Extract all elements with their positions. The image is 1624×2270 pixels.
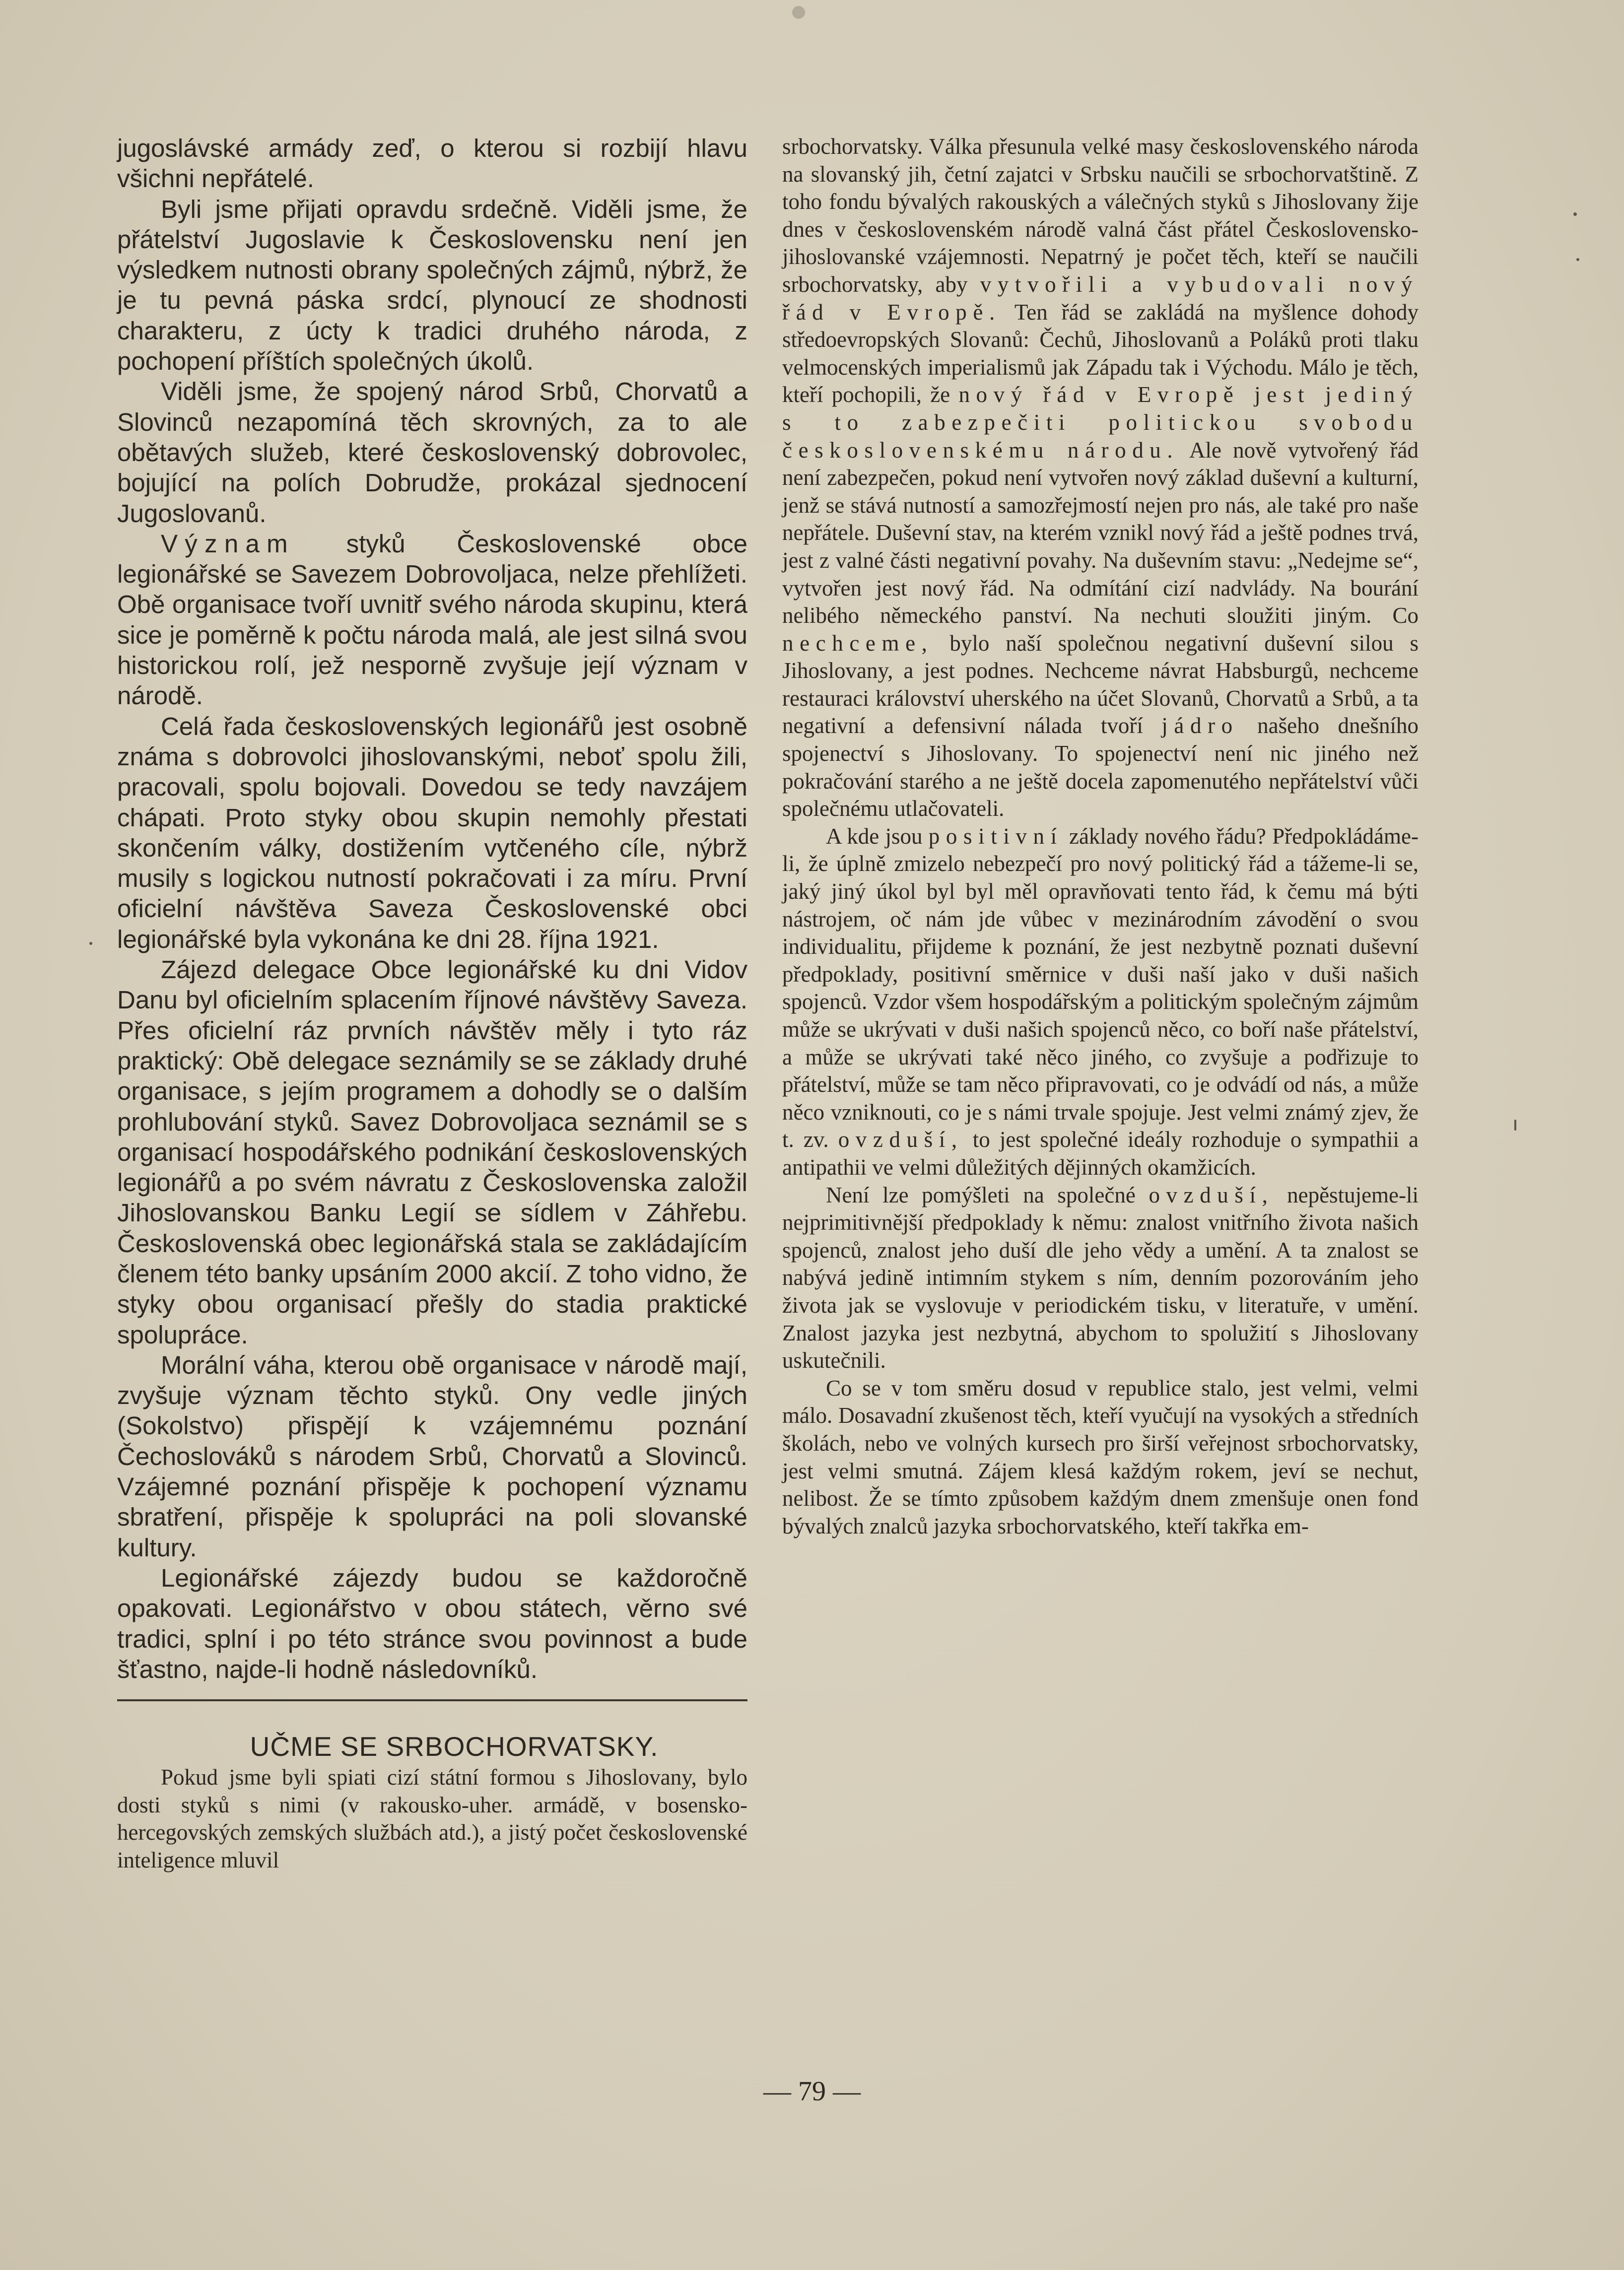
spaced-emphasis: ovzduší,	[838, 1127, 963, 1152]
paragraph-text: to jest společné ideály rozhoduje o sympathii a antipathii ve velmi důležitých dějinných okamžicích.	[782, 1127, 1419, 1180]
paragraph	[117, 529, 747, 711]
paragraph: Pokud jsme byli spiati cizí státní formou s Jihoslovany, bylo dosti styků s nimi (v rakousko-uher. armádě, v bosensko-hercegovských zemských službách atd.), a jistý počet československé inteligence mluvil	[117, 1765, 747, 1872]
spaced-emphasis: nechceme,	[782, 630, 934, 656]
section-heading: UČME SE SRBOCHORVATSKY.	[250, 1731, 659, 1762]
paragraph: Morální váha, kterou obě organisace v národě mají, zvyšuje význam těchto styků. Ony vedle jiných (Sokolstvo) přispějí k vzájemnému poznání Čechoslováků s národem Srbů, Chorvatů a Slovinců. Vzájemné poznání přispěje k pochopení významu sbratření, přispěje k spolupráci na poli slovanské kultury.	[117, 1350, 747, 1562]
scan-speck	[1576, 258, 1579, 261]
spaced-emphasis: vytvořili a vybudovali nový řád v Evropě.	[782, 271, 1419, 325]
paragraph: Viděli jsme, že spojený národ Srbů, Chorvatů a Slovinců nezapomíná těch skrovných, za to ale obětavých služeb, které československý dobrovolec, bojující na polích Dobrudže, prokázal sjednocení Jugoslovanů.	[117, 377, 747, 528]
spaced-emphasis: nový řád v Evropě jest jediný s to zabezpečiti politickou svobodu československému národu.	[782, 382, 1419, 463]
paragraph: Celá řada československých legionářů jest osobně známa s dobrovolci jihoslovanskými, neboť spolu žili, pracovali, spolu bojovali. Dovedou se tedy navzájem chápati. Proto styky obou skupin nemohly přestati skončením války, dostižením vytčeného cíle, nýbrž musily s logickou nutností pokračovati i za míru. První oficielní návštěva Saveza Československé obci legionářské byla vykonána ke dni 28. října 1921.	[117, 712, 747, 953]
page-number: — 79 —	[763, 2076, 861, 2107]
paragraph: jugoslávské armády zeď, o kterou si rozbijí hlavu všichni nepřátelé.	[117, 134, 747, 193]
spaced-emphasis: ovzduší,	[1149, 1182, 1274, 1207]
binding-mark	[792, 6, 805, 19]
paragraph-text: bylo naší společnou negativní duševní silou s Jihoslovany, a jest podnes. Nechceme návrat Habsburgů, nechceme restauraci království uherského na účet Slovanů, Chorvatů a Srbů, a ta negativní a defensivní nálada tvoří	[782, 630, 1419, 738]
scan-speck	[89, 942, 92, 945]
paragraph	[782, 1182, 1419, 1375]
paragraph-text: A kde jsou	[826, 823, 923, 849]
right-column	[782, 133, 1419, 1540]
spaced-emphasis: positivní	[928, 823, 1063, 849]
paragraph: Co se v tom směru dosud v republice stalo, jest velmi, velmi málo. Dosavadní zkušenost těch, kteří vyučují na vysokých a středních školách, nebo ve volných kursech pro širší veřejnost srbochorvatsky, jest velmi smutná. Zájem klesá každým rokem, jeví se nechut, nelibost. Že se tímto způsobem každým dnem zmenšuje onen fond bývalých znalců jazyka srbochorvatského, kteří takřka em-	[782, 1375, 1419, 1538]
scan-speck	[1514, 1120, 1516, 1131]
spaced-emphasis: Význam	[161, 529, 295, 558]
paragraph-text: našeho dnešního spojenectví s Jihoslovany. To spojenectví není nic jiného než pokračování starého a ne ještě docela zapomenutého nepřátelství vůči společnému utlačovateli.	[782, 713, 1419, 821]
spaced-emphasis: jádro	[1161, 713, 1239, 738]
section-divider	[117, 1699, 747, 1701]
paragraph-text: styků Československé obce legionářské se Savezem Dobrovoljaca, nelze přehlížeti. Obě organisace tvoří uvnitř svého národa skupinu, která sice je poměrně k počtu národa malá, ale jest silná svou historickou rolí, jež nesporně zvyšuje její význam v národě.	[117, 529, 747, 710]
paragraph	[782, 823, 1419, 1182]
paragraph-text: Ten řád se zakládá na myšlence dohody středoevropských Slovanů: Čechů, Jihoslovanů a Poláků proti tlaku velmocenských imperialismů jak Západu tak i Východu. Málo je těch, kteří pochopili, že	[782, 299, 1419, 407]
paragraph-text: základy nového řádu? Předpokládáme-li, že úplně zmizelo nebezpečí pro nový politický řád a tážeme-li se, jaký jiný úkol byl byl měl opravňovati tento řád, k čemu má býti nástrojem, oč nám jde vůbec v mezinárodním závodění o svou individualitu, přijdeme k poznání, že jest nezbytně poznati duševní předpoklady, positivní směrnice v duši naší jako v duši našich spojenců. Vzdor všem hospodářským a politickým společným zájmům může se ukrývati v duši našich spojenců něco, co boří naše přátelství, a může se ukrývati také něco jiného, co zvyšuje a podřizuje to přátelství, může se tam něco připravovati, co je odvádí od nás, a může něco vzniknouti, co je s námi trvale spojuje. Jest velmi známý zjev, že t. zv.	[782, 823, 1419, 1152]
left-column	[117, 133, 747, 1874]
paragraph-text: Není lze pomýšleti na společné	[826, 1182, 1136, 1207]
paragraph-text: srbochorvatsky. Válka přesunula velké masy československého národa na slovanský jih, četní zajatci v Srbsku naučili se srbochorvatštině. Z toho fondu bývalých rakouských a válečných styků s Jihoslovany žije dnes v československém národě valná část přátel Československo-jihoslovanské vzájemnosti. Nepatrný je počet těch, kteří se naučili srbochorvatsky, aby	[782, 134, 1419, 297]
paragraph: Byli jsme přijati opravdu srdečně. Viděli jsme, že přátelství Jugoslavie k Československu není jen výsledkem nutnosti obrany společných zájmů, nýbrž, že je tu pevná páska srdcí, plynoucí ze shodnosti charakteru, z úcty k tradici druhého národa, z pochopení příštích společných úkolů.	[117, 195, 747, 376]
paragraph-text: Ale nově vytvořený řád není zabezpečen, pokud není vytvořen nový základ duševní a kulturní, jenž se stává nutností a samozřejmostí nejen pro nás, ale také pro naše nepřátele. Duševní stav, na kterém vznikl nový řád a ještě podnes trvá, jest z valné části negativní povahy. Na duševním stavu: „Nedejme se“, vytvořen jest nový řád. Na odmítání cizí nadvlády. Na bourání nelibého německého panství. Na nechuti sloužiti jiným. Co	[782, 437, 1419, 628]
scan-speck	[1573, 212, 1577, 216]
paragraph-text: nepěstujeme-li nejprimitivnější předpoklady k němu: znalost vnitřního života našich spojenců, znalost jeho duší dle jeho vědy a umění. A ta znalost se nabývá jedině intimním stykem s ním, denním pozorováním jeho života jak se vyslovuje v periodickém tisku, v literatuře, v umění. Znalost jazyka jest nezbytná, abychom to spolužití s Jihoslovany uskutečnili.	[782, 1182, 1419, 1373]
paragraph: Legionářské zájezdy budou se každoročně opakovati. Legionářstvo v obou státech, věrno své tradici, splní i po této stránce svou povinnost a bude šťastno, najde-li hodně následovníků.	[117, 1563, 747, 1683]
paragraph	[782, 133, 1419, 823]
paragraph: Zájezd delegace Obce legionářské ku dni Vidov Danu byl oficielním splacením říjnové návštěvy Saveza. Přes oficielní ráz prvních návštěv měly i tyto ráz praktický: Obě delegace seznámily se se základy druhé organisace, s jejím programem a dohodly se o dalším prohlubování styků. Savez Dobrovoljaca seznámil se s organisací hospodářského podnikání československých legionářů a po svém návratu z Československa založil Jihoslovanskou Banku Legií se sídlem v Záhřebu. Československá obec legionářská stala se zakládajícím členem této banky upsáním 2000 akcií. Z toho vidno, že styky obou organisací přešly do stadia praktické spolupráce.	[117, 955, 747, 1349]
